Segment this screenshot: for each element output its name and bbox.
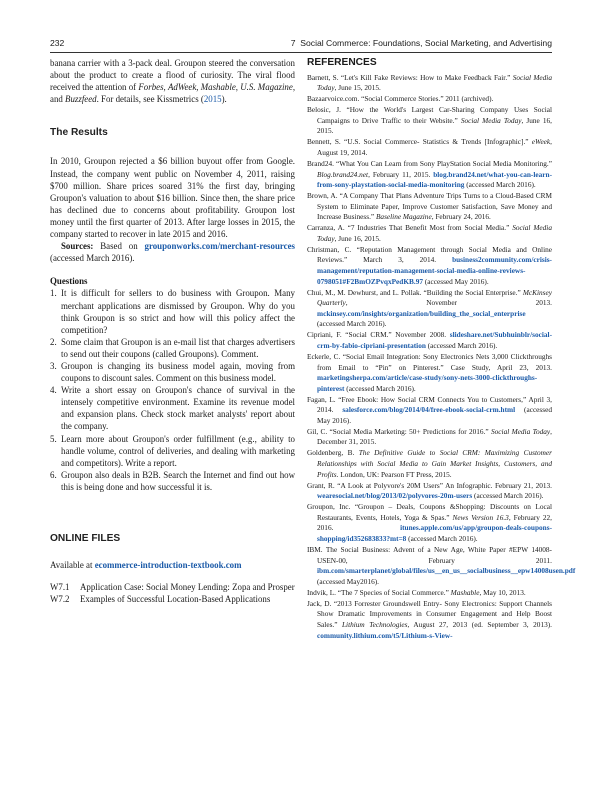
reference-link[interactable]: blog.brand24.net/what-you-can-learn-from-sony-playstation-social-media-monitoring — [317, 169, 552, 190]
left-column — [50, 57, 295, 605]
kissmetrics-citation-link[interactable]: 2015 — [203, 94, 222, 105]
references-heading: REFERENCES — [307, 57, 377, 68]
grouponworks-link[interactable]: grouponworks.com/merchant-resources — [144, 241, 295, 252]
reference-entry: Barnett, S. “Let's Kill Fake Reviews: How to Make Feedback Fair.” Social Media Today, June 15, 2015. — [307, 72, 552, 93]
question-item: 6. Groupon also deals in B2B. Search the Internet and find out how this is being done and how successful it is. — [50, 469, 295, 492]
running-title: 7 Social Commerce: Foundations, Social Marketing, and Advertising — [290, 38, 552, 48]
online-files-list — [50, 581, 295, 605]
reference-entry: Cipriani, F. “Social CRM.” November 2008. slideshare.net/Subhuinblr/social-crm-by-fabio-cipriani-presentation (accessed March 2016). — [307, 330, 552, 350]
question-item: 5. Learn more about Groupon's order fulfillment (e.g., ability to handle volume, control of deliveries, and dealing with marketing and competitors). Write a report. — [50, 433, 295, 468]
page-number: 232 — [50, 38, 65, 48]
references-column — [307, 57, 576, 641]
reference-link[interactable]: marketingsherpa.com/article/case-study/sony-nets-3000-clickthroughs-pinterest — [317, 373, 538, 393]
reference-link[interactable]: salesforce.com/blog/2014/04/free-ebook-social-crm.html — [342, 405, 516, 415]
reference-entry: Goldenberg, B. The Definitive Guide to Social CRM: Maximizing Customer Relationships with Social Media to Gain Market Insights, Customers, and Profits. London, UK: Pearson FT Press, 2015. — [307, 448, 552, 479]
reference-entry: Brand24. “What You Can Learn from Sony PlayStation Social Media Monitoring.” Blog.brand24.net, February 11, 2015. blog.brand24.net/what-you-can-learn-from-sony-playstation-social-media-monitoring (accessed March 2016). — [307, 158, 552, 190]
reference-entry: Belosic, J. “How the World's Largest Car-Sharing Company Uses Social Campaigns to Drive Traffic to their Website.” Social Media Today, June 16, 2015. — [307, 105, 552, 136]
questions-list — [50, 287, 295, 493]
reference-link[interactable]: mckinsey.com/insights/organization/building_the_social_enterprise — [317, 308, 526, 318]
reference-entry: Bazaarvoice.com. “Social Commerce Stories.” 2011 (archived). — [307, 94, 494, 104]
online-files-heading: ONLINE FILES — [50, 533, 121, 544]
reference-link[interactable]: itunes.apple.com/us/app/groupon-deals-coupons-shopping/id352683833?mt=8 — [317, 523, 552, 543]
reference-entry: Carranza, A. “7 Industries That Benefit Most from Social Media.” Social Media Today, June 16, 2015. — [307, 223, 552, 243]
question-item: 2. Some claim that Groupon is an e-mail list that charges advertisers to send out their coupons (called Groupons). Comment. — [50, 336, 295, 359]
question-item: 4. Write a short essay on Groupon's chance of survival in the intensely competitive environment. Examine its revenue model and expansion plans. Check stock market analysts' report about the company. — [50, 385, 295, 432]
questions-heading: Questions — [50, 276, 88, 287]
reference-entry: Chui, M., M. Dewhurst, and L. Pollak. “Building the Social Enterprise.” McKinsey Quarterly, November 2013. mckinsey.com/insights/organization/building_the_social_enterprise (accessed March 2016). — [307, 287, 552, 329]
references-list — [307, 72, 576, 642]
sources-paragraph: Sources: Based on grouponworks.com/merchant-resources (accessed March 2016). — [50, 241, 295, 264]
textbook-website-link[interactable]: ecommerce-introduction-textbook.com — [94, 560, 242, 571]
reference-entry: Gil, C. “Social Media Marketing: 50+ Predictions for 2016.” Social Media Today, December 31, 2015. — [307, 426, 552, 447]
reference-entry: Brown, A. “A Company That Plans Adventure Trips Turns to a Cloud-Based CRM System to Eliminate Paper, Improve Customer Satisfaction, Save Money and Increase Business.” Baseline Magazine, February 24, 2016. — [307, 191, 552, 222]
reference-link[interactable]: wearesocial.net/blog/2013/02/polyvores-20m-users — [317, 491, 473, 501]
question-item: 1. It is difficult for sellers to do business with Groupon. Many merchant applications are dismissed by Groupon. Why do you think Groupon is so strict and how will this policy affect the competition? — [50, 288, 295, 335]
reference-entry: Bennett, S. “U.S. Social Commerce- Statistics & Trends [Infographic].” eWeek, August 19, 2014. — [307, 137, 552, 157]
reference-entry: IBM. The Social Business: Advent of a New Age, White Paper #EPW 14008-USEN-00, February 2011. ibm.com/smarterplanet/global/files/us__en_us__socialbusiness__epw14008usen.pdf (accessed May2016). — [307, 544, 576, 586]
online-file-item: W7.1 Application Case: Social Money Lending: Zopa and Prosper — [50, 582, 295, 593]
reference-link[interactable]: business2community.com/crisis-management/reputation-management-social-media-online-reviews-0798051#F2BmOZPvqxPedKB.97 — [317, 255, 552, 286]
results-paragraph: In 2010, Groupon rejected a $6 billion buyout offer from Google. Instead, the company went public on November 4, 2011, raising $700 million. Share prices soared 31% the first day, bringing Groupon's valuation to about $16 billion. Since then, the share price has declined due to concerns about profitability. Groupon lost money until the first quarter of 2013. After large losses in 2015, the company started to recover in late 2015 and 2016. — [50, 156, 295, 240]
running-header — [50, 38, 552, 53]
online-file-item: W7.2 Examples of Successful Location-Based Applications — [50, 594, 271, 605]
reference-entry: Christman, C. “Reputation Management through Social Media and Online Reviews.” March 3, 2014. business2community.com/crisis-management/reputation-management-social-media-online-reviews-0798051#F2BmOZPvqxPedKB.97 (accessed May 2016). — [307, 244, 552, 286]
reference-link[interactable]: community.lithium.com/t5/Lithium-s-View- — [317, 630, 453, 640]
online-files-availability: Available at ecommerce-introduction-textbook.com — [50, 560, 242, 571]
reference-entry: Jack, D. “2013 Forrester Groundswell Entry- Sony Electronics: Support Channels Show Dramatic Improvements in Consumer Engagement and Help Boost Sales.” Lithium Technologies, August 27, 2013 (ed. September 3, 2013). community.lithium.com/t5/Lithium-s-View- — [307, 598, 552, 640]
results-heading: The Results — [50, 127, 108, 139]
reference-entry: Fagan, L. “Free Ebook: How Social CRM Connects You to Customers,” April 3, 2014. salesforce.com/blog/2014/04/free-ebook-social-crm.html (accessed May 2016). — [307, 394, 552, 425]
reference-link[interactable]: ibm.com/smarterplanet/global/files/us__en_us__socialbusiness__epw14008usen.pdf — [317, 566, 576, 576]
reference-entry: Eckerle, C. “Social Email Integration: Sony Electronics Nets 3,000 Clickthroughs from Email to “Pin” on Pinterest.” Case Study, April 23, 2013. marketingsherpa.com/article/case-study/sony-nets-3000-clickthroughs-pinterest (accessed March 2016). — [307, 351, 552, 393]
reference-entry: Grant, R. “A Look at Polyvore's 20M Users” An Infographic. February 21, 2013. wearesocial.net/blog/2013/02/polyvores-20m-users (accessed March 2016). — [307, 480, 552, 501]
reference-entry: Groupon, Inc. “Groupon – Deals, Coupons &Shopping: Discounts on Local Restaurants, Events, Hotels, Yoga & Spas.” News Version 16.3, February 22, 2016. itunes.apple.com/us/app/groupon-deals-coupons-shopping/id352683833?mt=8 (accessed March 2016). — [307, 502, 553, 543]
reference-link[interactable]: slideshare.net/Subhuinblr/social-crm-by-fabio-cipriani-presentation — [317, 330, 552, 350]
question-item: 3. Groupon is changing its business model again, moving from coupons to discount sales. Comment on this business model. — [50, 360, 295, 384]
intro-paragraph: banana carrier with a 3-pack deal. Groupon steered the conversation about the product to create a flood of curiosity. The viral flood received the attention of Forbes, AdWeek, Mashable, U.S. Magazine, and Buzzfeed. For details, see Kissmetrics (2015). — [50, 58, 296, 105]
reference-entry: Indvik, L. “The 7 Species of Social Commerce.” Mashable, May 10, 2013. — [307, 587, 526, 597]
